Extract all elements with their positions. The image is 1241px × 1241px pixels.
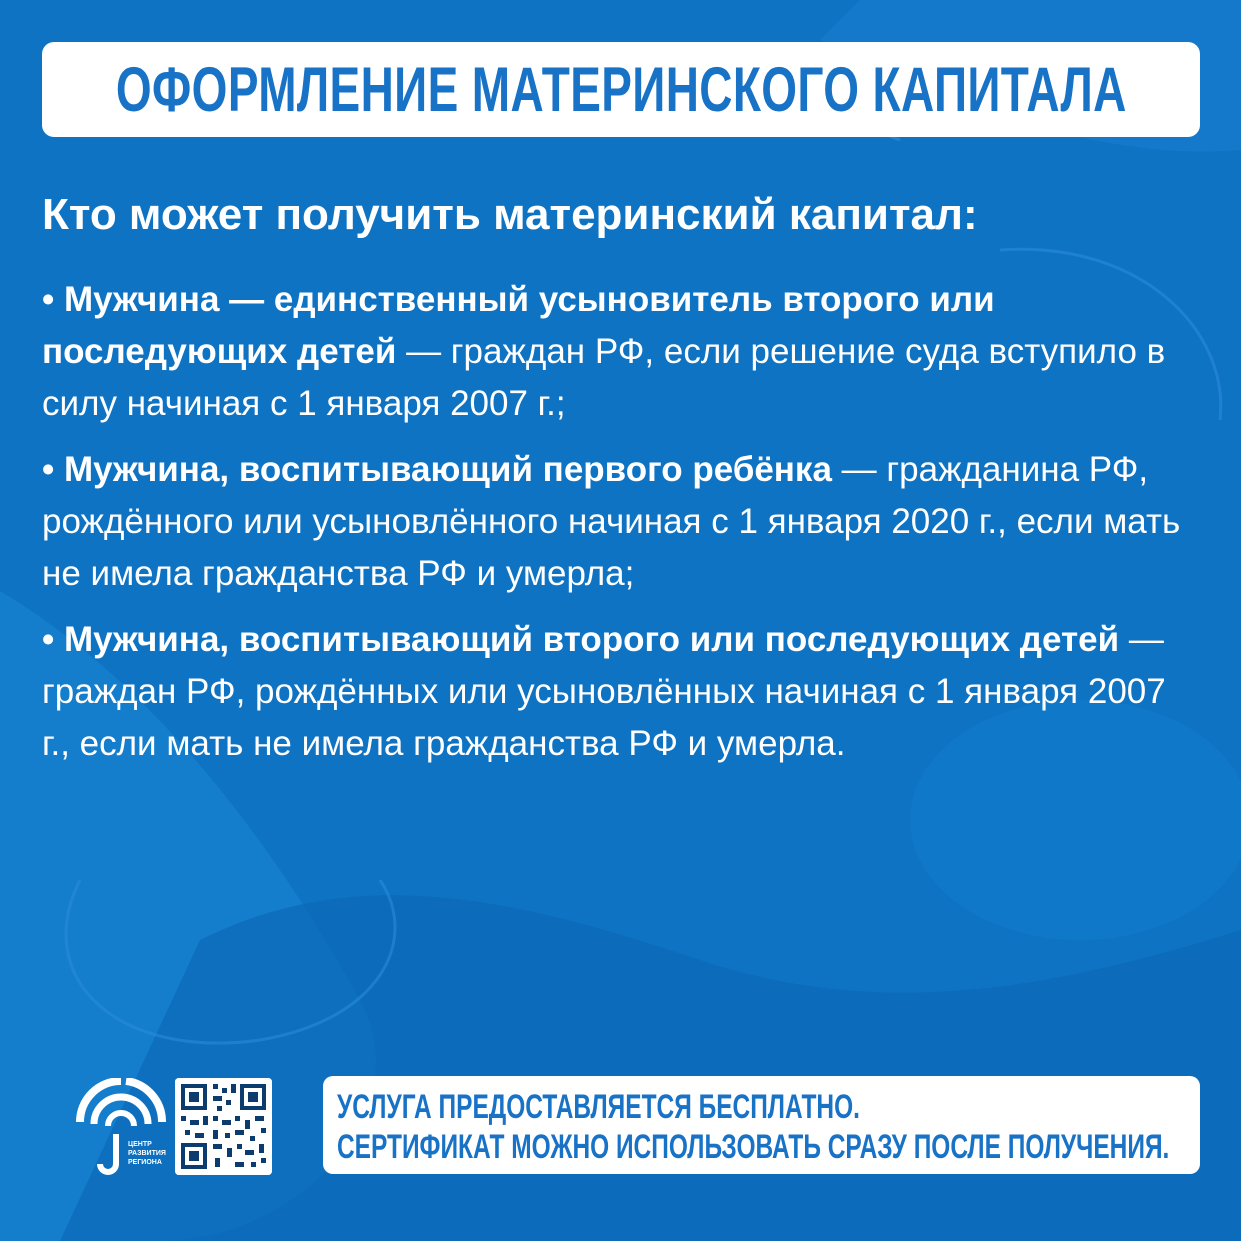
list-item-text: — граждан РФ, если решение суда вступило в силу начиная с 1 января 2007 г.; xyxy=(42,332,1166,423)
list-item xyxy=(42,444,1202,600)
logo-text-line: ЦЕНТР xyxy=(128,1141,152,1148)
list-item xyxy=(42,614,1202,770)
eligibility-list xyxy=(42,274,1202,784)
logo-text-line: РАЗВИТИЯ xyxy=(128,1150,166,1157)
center-regional-development-logo-icon xyxy=(76,1078,166,1176)
logo-text-line: РЕГИОНА xyxy=(128,1159,162,1166)
section-heading: Кто может получить материнский капитал: xyxy=(42,190,978,239)
list-item xyxy=(42,274,1202,430)
list-item-bold: • Мужчина — единственный усыновитель второго или последующих детей xyxy=(42,280,995,371)
title-banner xyxy=(42,42,1200,137)
list-item-text: — гражданина РФ, рождённого или усыновлённого начиная с 1 января 2020 г., если мать не имела гражданства РФ и умерла; xyxy=(42,450,1181,593)
qr-code-icon[interactable] xyxy=(175,1078,272,1175)
note-line-certificate: СЕРТИФИКАТ МОЖНО ИСПОЛЬЗОВАТЬ СРАЗУ ПОСЛЕ ПОЛУЧЕНИЯ. xyxy=(337,1128,1170,1166)
page-title: ОФОРМЛЕНИЕ МАТЕРИНСКОГО КАПИТАЛА xyxy=(115,54,1127,125)
list-item-text: — граждан РФ, рождённых или усыновлённых начиная с 1 января 2007 г., если мать не имела гражданства РФ и умерла. xyxy=(42,620,1166,763)
list-item-bold: • Мужчина, воспитывающий второго или последующих детей xyxy=(42,620,1120,659)
note-line-free: УСЛУГА ПРЕДОСТАВЛЯЕТСЯ БЕСПЛАТНО. xyxy=(337,1088,860,1126)
info-note-panel xyxy=(323,1076,1200,1174)
list-item-bold: • Мужчина, воспитывающий первого ребёнка xyxy=(42,450,832,489)
